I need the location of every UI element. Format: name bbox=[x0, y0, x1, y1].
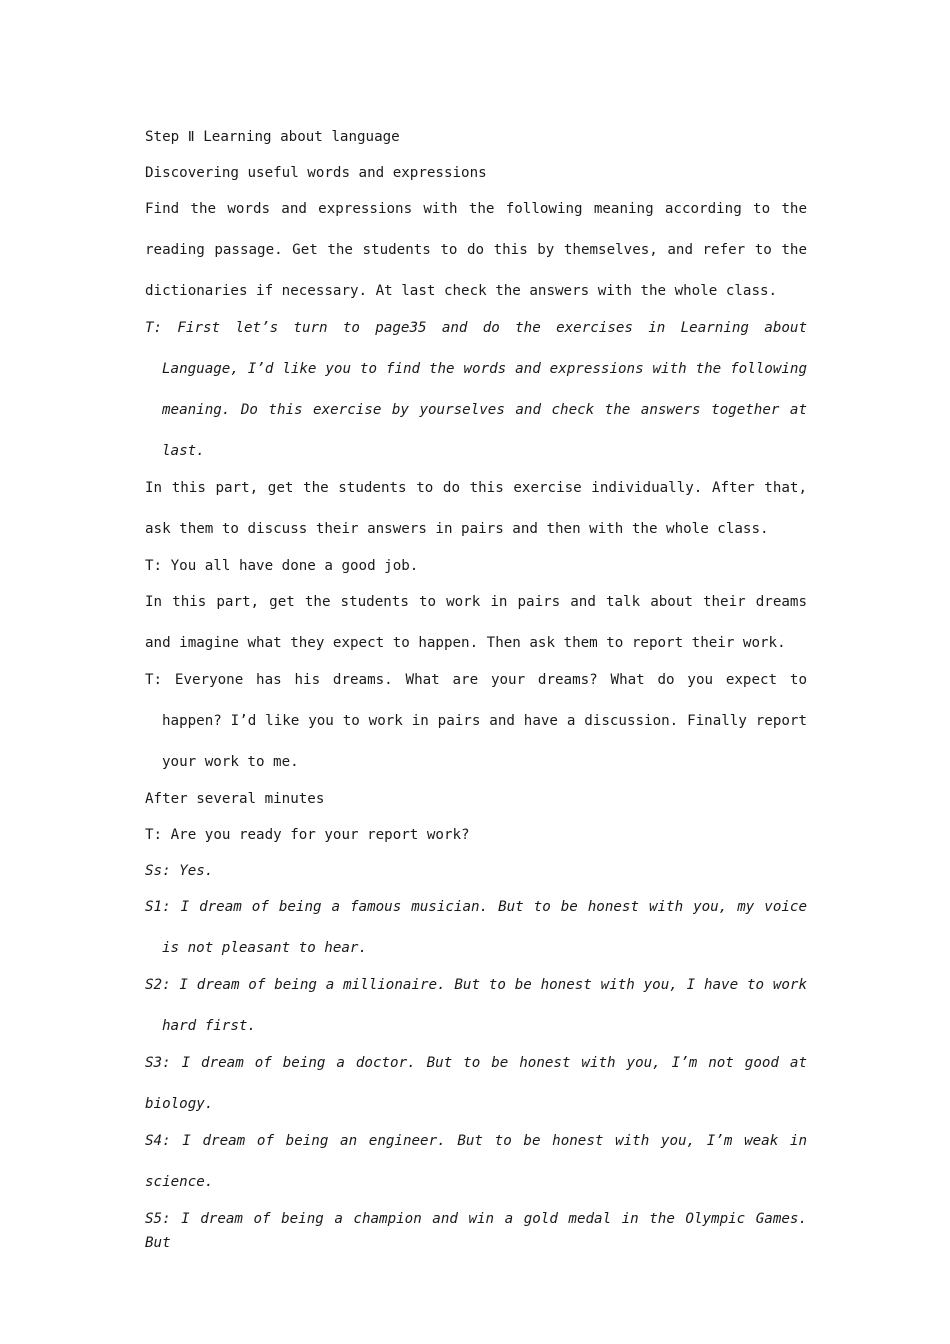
student-line-s2: S2: I dream of being a millionaire. But to be honest with you, I have to work hard first. bbox=[145, 977, 807, 1034]
instruction-paragraph: In this part, get the students to do this exercise individually. After that, ask them to discuss their answers in pairs and then with the whole class. bbox=[145, 480, 807, 537]
step-heading: Step Ⅱ Learning about language bbox=[145, 129, 400, 145]
teacher-line: T: You all have done a good job. bbox=[145, 558, 419, 574]
teacher-line: T: Are you ready for your report work? bbox=[145, 827, 470, 843]
section-subheading: Discovering useful words and expressions bbox=[145, 165, 487, 181]
stage-note: After several minutes bbox=[145, 791, 325, 807]
student-line-s1: S1: I dream of being a famous musician. But to be honest with you, my voice is not pleasant to hear. bbox=[145, 899, 807, 956]
instruction-paragraph: In this part, get the students to work in pairs and talk about their dreams and imagine what they expect to happen. Then ask them to report their work. bbox=[145, 594, 807, 651]
students-line: Ss: Yes. bbox=[145, 863, 214, 879]
document-body bbox=[145, 125, 807, 1267]
student-line-s4: S4: I dream of being an engineer. But to be honest with you, I’m weak in science. bbox=[145, 1133, 807, 1190]
student-line-s3: S3: I dream of being a doctor. But to be honest with you, I’m not good at biology. bbox=[145, 1055, 807, 1112]
teacher-line: T: First let’s turn to page35 and do the exercises in Learning about Language, I’d like you to find the words and expressions with the following meaning. Do this exercise by yourselves and check the answers together at last. bbox=[145, 320, 807, 459]
teacher-line: T: Everyone has his dreams. What are your dreams? What do you expect to happen? I’d like you to work in pairs and have a discussion. Finally report your work to me. bbox=[145, 672, 807, 770]
student-line-s5: S5: I dream of being a champion and win a gold medal in the Olympic Games. But bbox=[145, 1211, 807, 1251]
instruction-paragraph: Find the words and expressions with the following meaning according to the reading passage. Get the students to do this by themselves, and refer to the dictionaries if necessary. At last check the answers with the whole class. bbox=[145, 201, 807, 299]
